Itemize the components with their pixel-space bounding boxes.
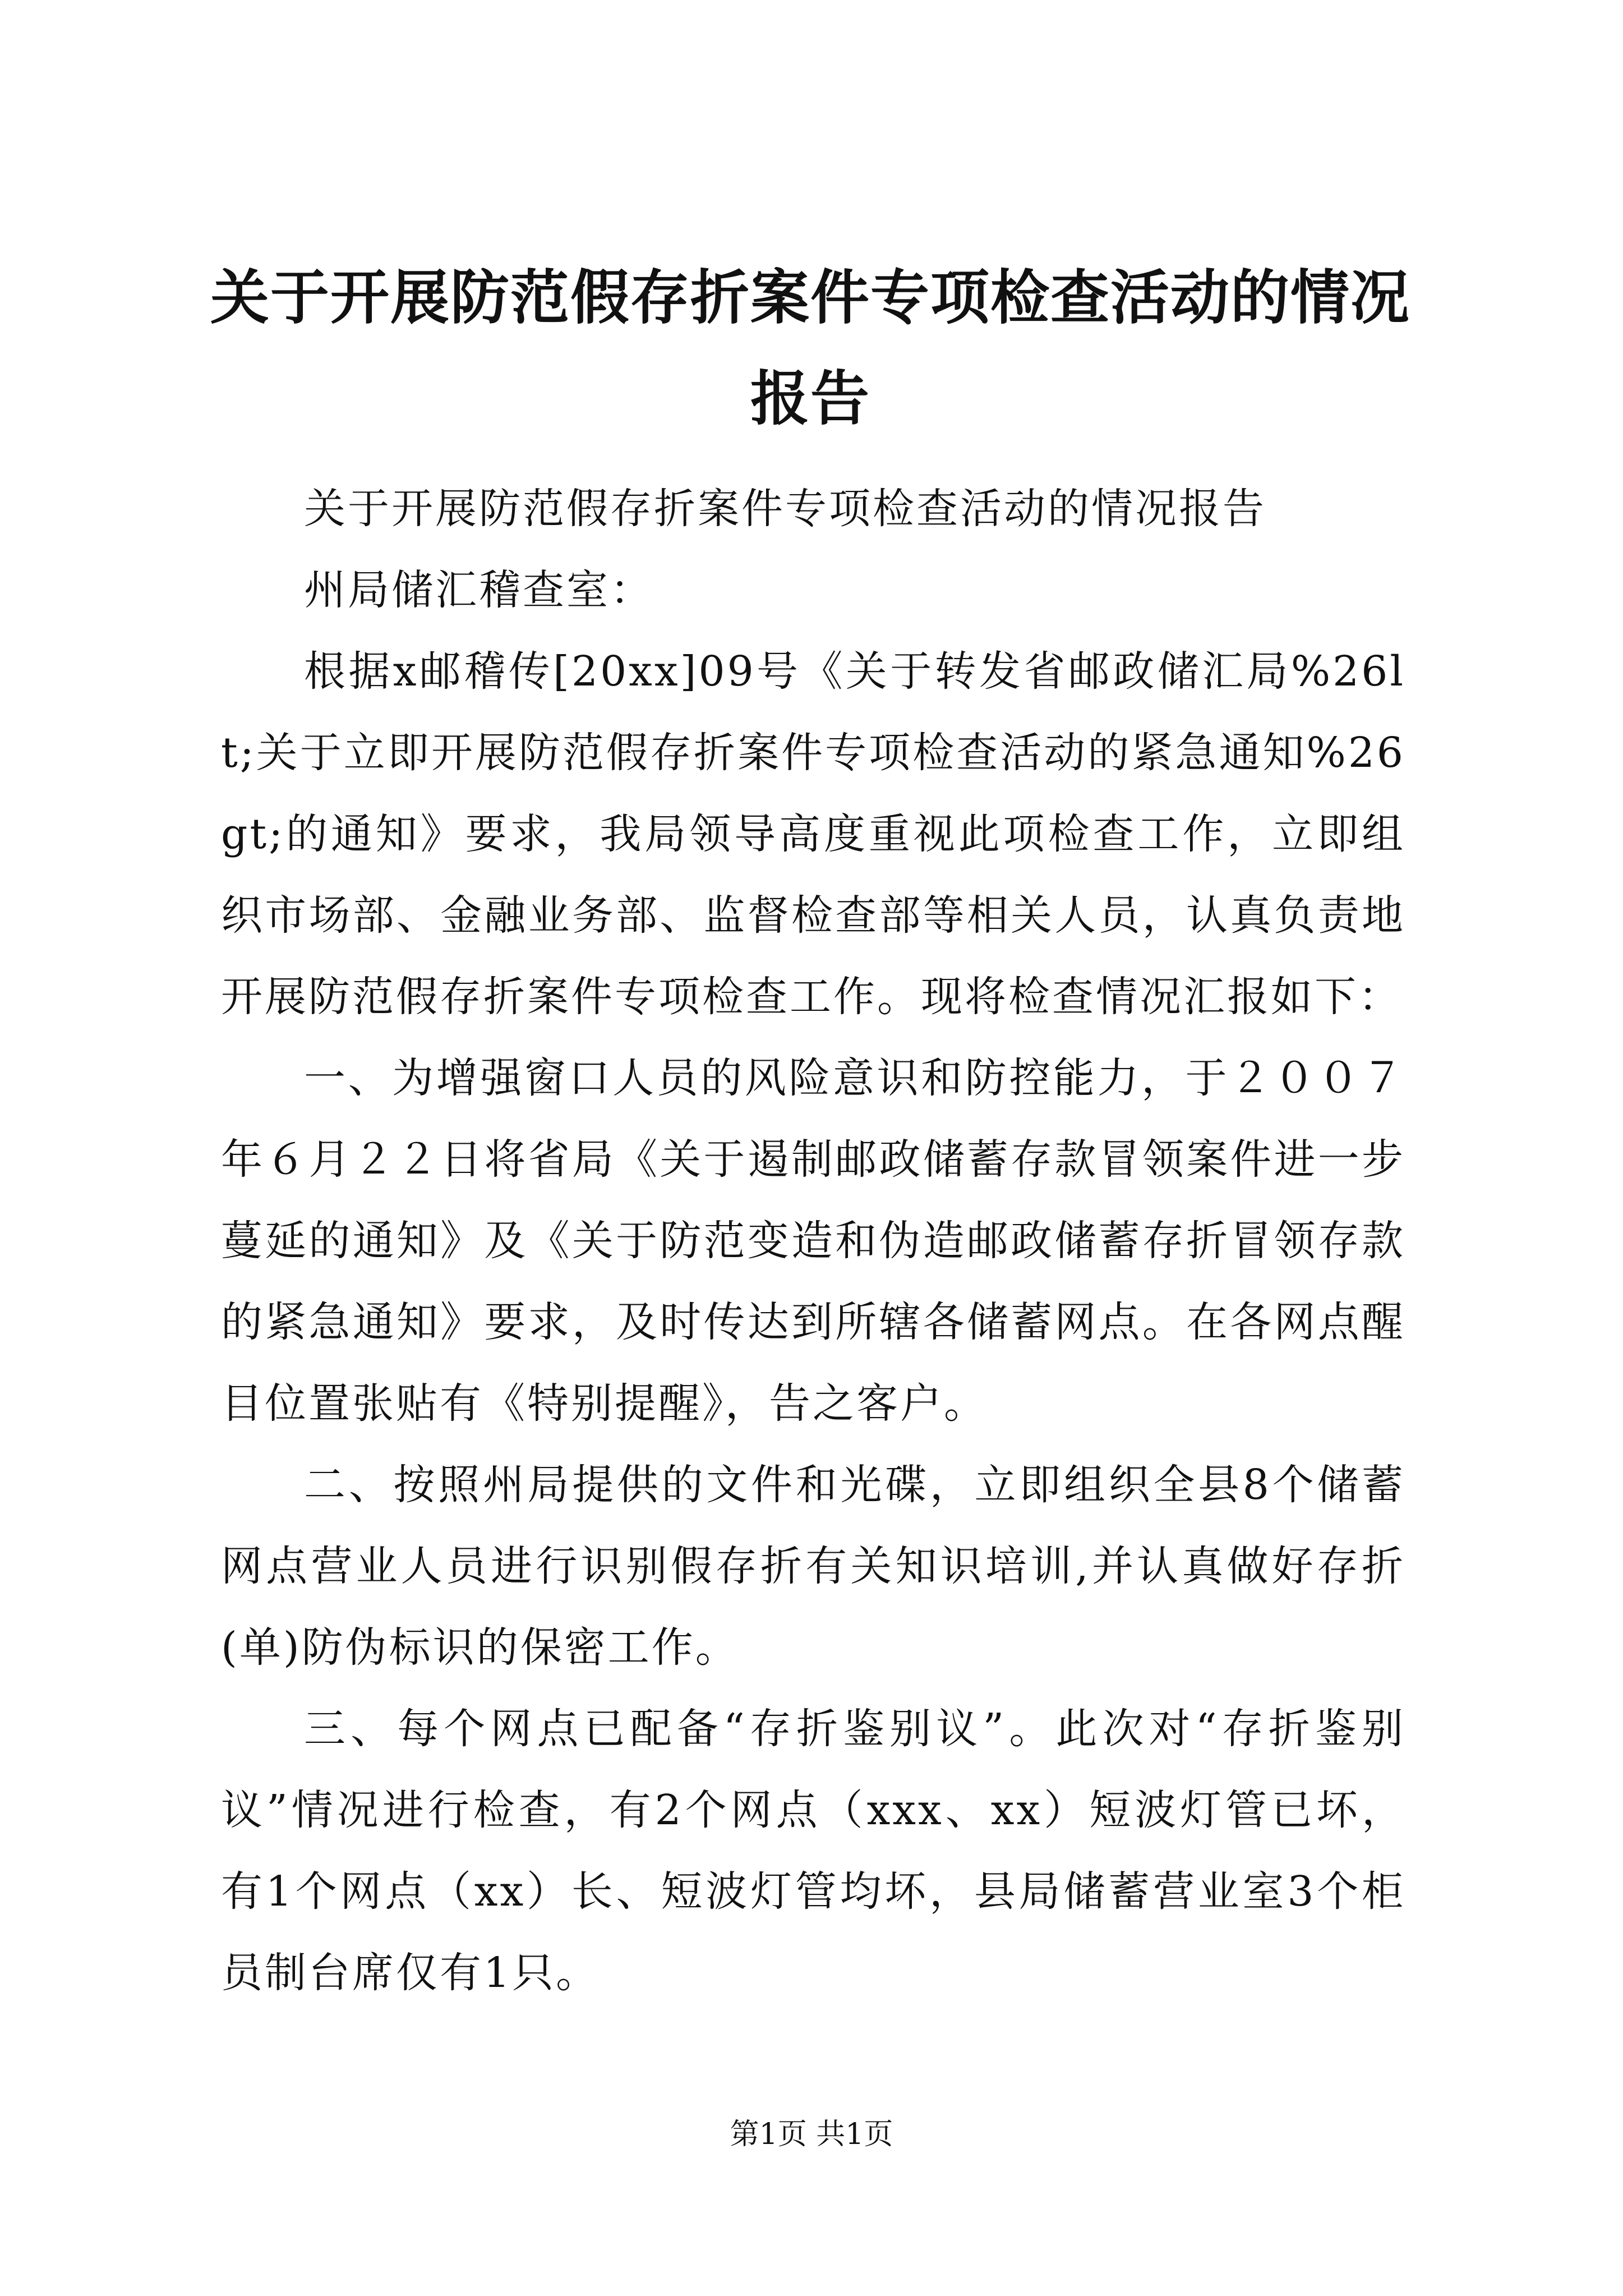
paragraph-item-3: 三、每个网点已配备“存折鉴别议”。此次对“存折鉴别议”情况进行检查，有2个网点（xxx、xx）短波灯管已坏，有1个网点（xx）长、短波灯管均坏，县局储蓄营业室3个柜员制台席仅有1只。 xyxy=(221,1705,1405,1997)
paragraph-addressee: 州局储汇稽查室： xyxy=(304,566,654,614)
paragraph-intro: 根据x邮稽传[20xx]09号《关于转发省邮政储汇局%26lt;关于立即开展防范假存折案件专项检查活动的紧急通知%26gt;的通知》要求，我局领导高度重视此项检查工作，立即组织市场部、金融业务部、监督检查部等相关人员，认真负责地开展防范假存折案件专项检查工作。现将检查情况汇报如下： xyxy=(221,647,1405,1021)
paragraph-item-1: 一、为增强窗口人员的风险意识和防控能力，于２００７年６月２２日将省局《关于遏制邮政储蓄存款冒领案件进一步蔓延的通知》及《关于防范变造和伪造邮政储蓄存折冒领存款的紧急通知》要求，及时传达到所辖各储蓄网点。在各网点醒目位置张贴有《特别提醒》，告之客户。 xyxy=(221,1054,1405,1428)
document-body xyxy=(221,468,1405,2014)
document-title: 关于开展防范假存折案件专项检查活动的情况报告 xyxy=(210,263,1410,433)
paragraph-item-2: 二、按照州局提供的文件和光碟，立即组织全县8个储蓄网点营业人员进行识别假存折有关知识培训,并认真做好存折(单)防伪标识的保密工作。 xyxy=(221,1461,1405,1672)
page-footer: 第1页 共1页 xyxy=(730,2118,893,2151)
paragraph-subtitle: 关于开展防范假存折案件专项检查活动的情况报告 xyxy=(304,485,1266,533)
